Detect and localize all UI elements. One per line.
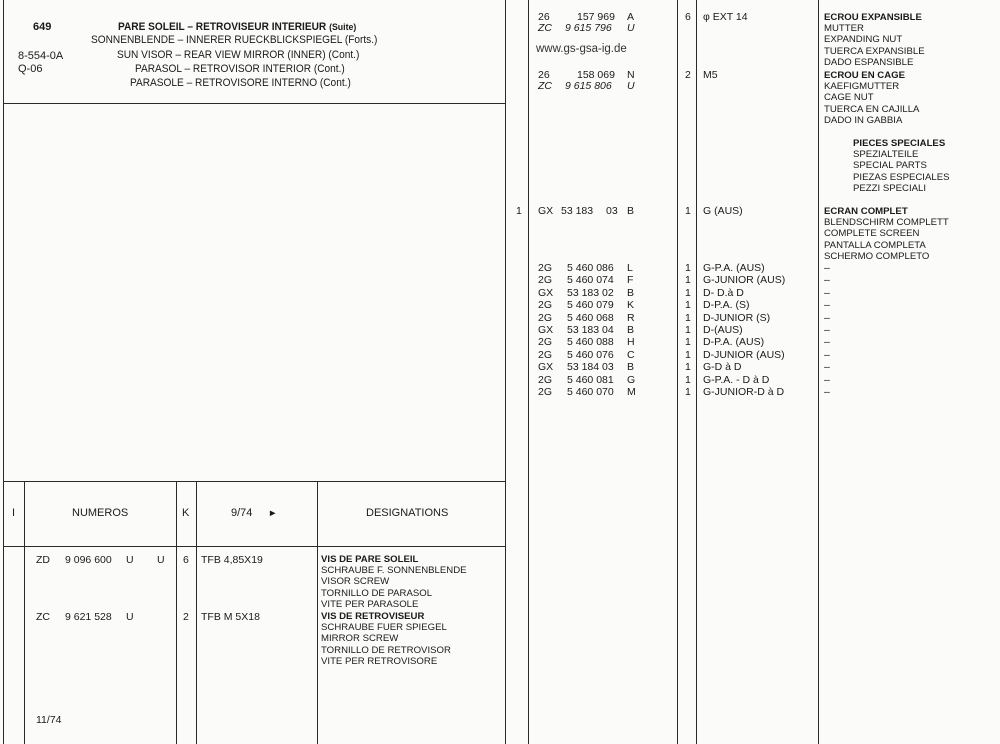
part-prefix: 2G (538, 386, 553, 398)
quantity: 1 (685, 262, 691, 274)
part-prefix: ZC (538, 22, 552, 34)
part-number: 5 460 076 (567, 348, 614, 361)
title-en: SUN VISOR – REAR VIEW MIRROR (INNER) (Cont.) (117, 49, 360, 61)
designation-dash: – (824, 311, 830, 324)
title-fr-suffix: (Suite) (329, 22, 357, 33)
designation-dash: – (824, 299, 830, 312)
designation-list (321, 611, 451, 667)
reference: G-JUNIOR-D à D (703, 386, 785, 398)
right-col-numeros-divider (677, 0, 678, 744)
quantity: 1 (685, 324, 691, 336)
col-header-i: I (12, 507, 16, 519)
designation-de: SCHRAUBE FUER SPIEGEL (321, 622, 447, 634)
part-suffix: K (627, 299, 635, 312)
right-col-k-divider (696, 0, 697, 744)
part-number: 158 069 (577, 69, 615, 81)
designation-it: SCHERMO COMPLETO (824, 250, 930, 262)
part-number: 9 621 528 (65, 611, 112, 623)
part-prefix: ZC (36, 611, 50, 623)
part-number: 9 615 806 (565, 80, 612, 92)
designation-dash: – (824, 324, 830, 336)
quantity: 6 (685, 11, 691, 23)
part-suffix: U (126, 554, 134, 566)
special-parts-it: PEZZI SPECIALI (853, 182, 927, 194)
designation-list (824, 12, 925, 68)
part-prefix: 26 (538, 69, 550, 81)
part-number: 5 460 070 (567, 386, 614, 398)
designation-es: TUERCA EN CAJILLA (824, 103, 920, 115)
part-suffix: L (627, 262, 633, 274)
part-prefix: 2G (538, 348, 553, 361)
col-numeros-divider (176, 481, 177, 744)
part-extra: U (157, 554, 165, 566)
group-code: Q-06 (18, 63, 43, 75)
table-header-top-rule (3, 481, 506, 482)
designation-en: VISOR SCREW (321, 576, 390, 588)
designation-dash: – (824, 373, 830, 386)
designation-fr: ECROU EN CAGE (824, 70, 906, 81)
col-k-divider (196, 481, 197, 744)
designation-dash: – (824, 348, 830, 361)
part-prefix: GX (538, 286, 554, 299)
reference: G (AUS) (703, 205, 743, 217)
part-prefix: 2G (538, 262, 553, 274)
part-suffix: B (627, 361, 635, 374)
reference: D-P.A. (AUS) (703, 336, 765, 349)
title-fr (118, 22, 356, 33)
part-number: 53 183 (561, 205, 594, 217)
designation-es: TUERCA EXPANSIBLE (824, 45, 925, 57)
quantity: 1 (685, 386, 691, 398)
quantity: 1 (685, 286, 691, 299)
quantity: 1 (685, 311, 691, 324)
part-suffix: R (627, 311, 635, 324)
designation-es: PANTALLA COMPLETA (824, 239, 926, 251)
col-ref-divider (317, 481, 318, 744)
part-suffix: U (627, 22, 635, 34)
designation-dash: – (824, 286, 830, 299)
part-prefix: ZD (36, 554, 50, 566)
designation-dash: – (824, 336, 830, 349)
designation-it: DADO ESPANSIBLE (824, 56, 914, 68)
part-suffix: B (627, 324, 635, 336)
part-suffix: F (627, 274, 634, 287)
watermark-url: www.gs-gsa-ig.de (536, 43, 627, 55)
ref-code: 8-554-0A (18, 50, 64, 62)
designation-dash: – (824, 386, 830, 398)
reference: M5 (703, 69, 718, 81)
quantity: 1 (685, 205, 691, 217)
quantity: 6 (183, 554, 189, 566)
right-col-i-divider (528, 0, 529, 744)
designation-en: MIRROR SCREW (321, 633, 399, 645)
quantity: 1 (685, 274, 691, 287)
col-header-designations: DESIGNATIONS (366, 507, 449, 519)
part-number: 5 460 079 (567, 299, 614, 312)
designation-de: BLENDSCHIRM COMPLETT (824, 217, 949, 229)
designation-fr: ECRAN COMPLET (824, 206, 908, 217)
designation-en: EXPANDING NUT (824, 34, 903, 46)
part-number: 5 460 074 (567, 274, 614, 287)
right-col-ref-divider (818, 0, 819, 744)
title-it: PARASOLE – RETROVISORE INTERNO (Cont.) (130, 77, 351, 89)
part-suffix: B (627, 286, 635, 299)
footer-date: 11/74 (36, 714, 62, 726)
part-prefix: 2G (538, 373, 553, 386)
special-parts-fr: PIECES SPECIALES (853, 138, 946, 149)
part-prefix: 2G (538, 299, 553, 312)
part-prefix: 2G (538, 336, 553, 349)
reference: TFB 4,85X19 (201, 554, 263, 566)
part-prefix: GX (538, 205, 554, 217)
left-panel-right-border (505, 0, 506, 744)
designation-list (824, 70, 919, 126)
title-es: PARASOL – RETROVISOR INTERIOR (Cont.) (135, 63, 345, 75)
part-number: 53 184 03 (567, 361, 614, 374)
title-fr-main: PARE SOLEIL – RETROVISEUR INTERIEUR (118, 21, 327, 33)
part-sub: 03 (606, 205, 618, 217)
item-index: 1 (516, 205, 522, 217)
special-parts-es: PIEZAS ESPECIALES (853, 171, 950, 183)
part-prefix: GX (538, 361, 554, 374)
designation-it: VITE PER PARASOLE (321, 598, 419, 610)
designation-dash: – (824, 262, 830, 274)
designation-fr: VIS DE PARE SOLEIL (321, 554, 419, 565)
part-number: 9 615 796 (565, 22, 612, 34)
reference: D-JUNIOR (AUS) (703, 348, 785, 361)
reference: D-P.A. (S) (703, 299, 750, 312)
part-suffix: B (627, 205, 635, 217)
part-prefix: ZC (538, 80, 552, 92)
designation-fr: VIS DE RETROVISEUR (321, 611, 425, 622)
part-prefix: 26 (538, 11, 550, 23)
designation-dash: – (824, 361, 830, 374)
designation-de: MUTTER (824, 23, 864, 35)
reference: D- D.à D (703, 286, 744, 299)
reference: φ EXT 14 (703, 11, 748, 23)
quantity: 1 (685, 336, 691, 349)
col-header-k: K (182, 507, 190, 519)
part-suffix: M (627, 386, 636, 398)
quantity: 1 (685, 299, 691, 312)
col-i-divider (24, 481, 25, 744)
designation-en: CAGE NUT (824, 92, 874, 104)
designation-de: KAEFIGMUTTER (824, 81, 900, 93)
reference: D-(AUS) (703, 324, 743, 336)
arrow-right-icon: ► (268, 508, 278, 519)
quantity: 1 (685, 361, 691, 374)
designation-de: SCHRAUBE F. SONNENBLENDE (321, 565, 467, 577)
header-bottom-rule (3, 103, 506, 104)
designation-es: TORNILLO DE PARASOL (321, 587, 433, 599)
special-parts-de: SPEZIALTEILE (853, 149, 919, 161)
part-number: 5 460 086 (567, 262, 614, 274)
col-header-numeros: NUMEROS (72, 507, 129, 519)
quantity: 1 (685, 373, 691, 386)
quantity: 2 (183, 611, 189, 623)
designation-it: DADO IN GABBIA (824, 114, 903, 126)
reference: D-JUNIOR (S) (703, 311, 771, 324)
quantity: 1 (685, 348, 691, 361)
part-prefix: 2G (538, 311, 553, 324)
reference: TFB M 5X18 (201, 611, 260, 623)
part-number: 5 460 081 (567, 373, 614, 386)
part-prefix: GX (538, 324, 554, 336)
part-suffix: H (627, 336, 635, 349)
designation-fr: ECROU EXPANSIBLE (824, 12, 922, 23)
part-prefix: 2G (538, 274, 553, 287)
designation-en: COMPLETE SCREEN (824, 228, 920, 240)
page-number: 649 (33, 21, 52, 33)
part-suffix: U (627, 80, 635, 92)
reference: G-P.A. (AUS) (703, 262, 765, 274)
table-header-bottom-rule (3, 546, 506, 547)
part-number: 5 460 088 (567, 336, 614, 349)
part-number: 9 096 600 (65, 554, 112, 566)
part-suffix: N (627, 69, 635, 81)
part-suffix: C (627, 348, 635, 361)
part-suffix: U (126, 611, 134, 623)
part-suffix: A (627, 11, 635, 23)
designation-list (824, 206, 949, 262)
part-number: 53 183 04 (567, 324, 614, 336)
part-number: 157 969 (577, 11, 615, 23)
col-header-date: 9/74 (231, 507, 253, 519)
part-number: 5 460 068 (567, 311, 614, 324)
special-parts-en: SPECIAL PARTS (853, 160, 927, 172)
reference: G-D à D (703, 361, 742, 374)
part-suffix: G (627, 373, 636, 386)
reference: G-JUNIOR (AUS) (703, 274, 786, 287)
special-parts-heading (853, 138, 950, 194)
designation-es: TORNILLO DE RETROVISOR (321, 644, 451, 656)
reference: G-P.A. - D à D (703, 373, 770, 386)
designation-list (321, 554, 467, 610)
designation-it: VITE PER RETROVISORE (321, 655, 438, 667)
quantity: 2 (685, 69, 691, 81)
part-number: 53 183 02 (567, 286, 614, 299)
title-de: SONNENBLENDE – INNERER RUECKBLICKSPIEGEL (Forts.) (91, 34, 378, 46)
outer-left-border (3, 0, 4, 744)
designation-dash: – (824, 274, 830, 287)
